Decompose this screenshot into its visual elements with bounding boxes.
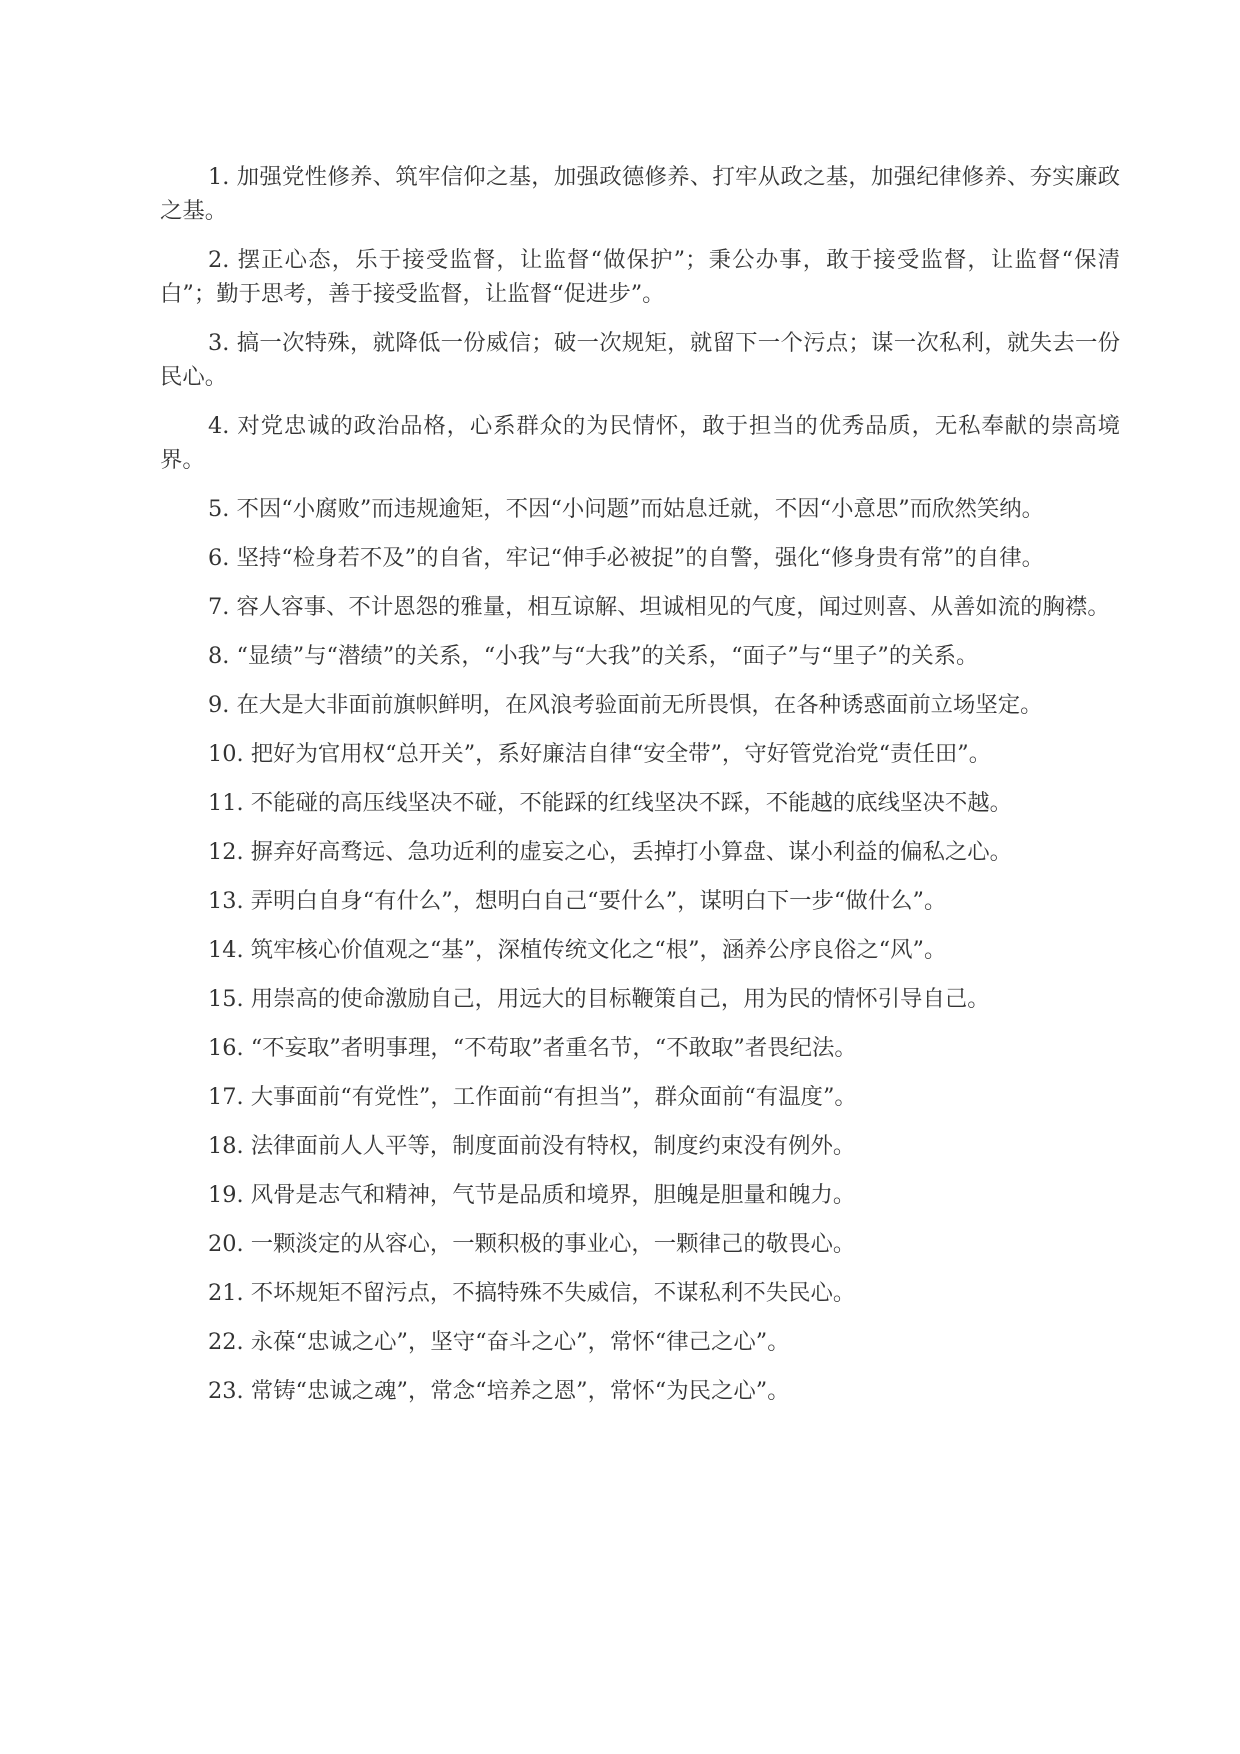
list-item: 17. 大事面前“有党性”，工作面前“有担当”，群众面前“有温度”。 (208, 1084, 857, 1110)
numbered-list (160, 160, 1120, 1423)
list-item: 12. 摒弃好高骛远、急功近利的虚妄之心，丢掉打小算盘、谋小利益的偏私之心。 (208, 839, 1013, 865)
list-item: 16. “不妄取”者明事理，“不苟取”者重名节，“不敢取”者畏纪法。 (208, 1035, 857, 1061)
list-item: 2. 摆正心态，乐于接受监督，让监督“做保护”；秉公办事，敢于接受监督，让监督“保清白”；勤于思考，善于接受监督，让监督“促进步”。 (160, 247, 1120, 307)
list-item: 11. 不能碰的高压线坚决不碰，不能踩的红线坚决不踩，不能越的底线坚决不越。 (208, 790, 1013, 816)
list-item: 14. 筑牢核心价值观之“基”，深植传统文化之“根”，涵养公序良俗之“风”。 (208, 937, 947, 963)
list-item: 18. 法律面前人人平等，制度面前没有特权，制度约束没有例外。 (208, 1133, 856, 1159)
list-item: 5. 不因“小腐败”而违规逾矩，不因“小问题”而姑息迁就，不因“小意思”而欣然笑纳。 (208, 496, 1045, 522)
list-item: 20. 一颗淡定的从容心，一颗积极的事业心，一颗律己的敬畏心。 (208, 1231, 856, 1257)
list-item: 21. 不坏规矩不留污点，不搞特殊不失威信，不谋私利不失民心。 (208, 1280, 856, 1306)
list-item: 6. 坚持“检身若不及”的自省，牢记“伸手必被捉”的自警，强化“修身贵有常”的自律。 (208, 545, 1045, 571)
list-item: 7. 容人容事、不计恩怨的雅量，相互谅解、坦诚相见的气度，闻过则喜、从善如流的胸襟。 (208, 594, 1110, 620)
list-item: 8. “显绩”与“潜绩”的关系，“小我”与“大我”的关系，“面子”与“里子”的关系。 (208, 643, 979, 669)
list-item: 1. 加强党性修养、筑牢信仰之基，加强政德修养、打牢从政之基，加强纪律修养、夯实廉政之基。 (160, 164, 1120, 224)
list-item: 23. 常铸“忠诚之魂”，常念“培养之恩”，常怀“为民之心”。 (208, 1378, 790, 1404)
list-item: 13. 弄明白自身“有什么”，想明白自己“要什么”，谋明白下一步“做什么”。 (208, 888, 947, 914)
list-item: 4. 对党忠诚的政治品格，心系群众的为民情怀，敢于担当的优秀品质，无私奉献的崇高境界。 (160, 413, 1120, 473)
list-item: 19. 风骨是志气和精神，气节是品质和境界，胆魄是胆量和魄力。 (208, 1182, 856, 1208)
list-item: 9. 在大是大非面前旗帜鲜明，在风浪考验面前无所畏惧，在各种诱惑面前立场坚定。 (208, 692, 1043, 718)
list-item: 10. 把好为官用权“总开关”，系好廉洁自律“安全带”，守好管党治党“责任田”。 (208, 741, 992, 767)
list-item: 22. 永葆“忠诚之心”，坚守“奋斗之心”，常怀“律己之心”。 (208, 1329, 790, 1355)
list-item: 15. 用崇高的使命激励自己，用远大的目标鞭策自己，用为民的情怀引导自己。 (208, 986, 990, 1012)
list-item: 3. 搞一次特殊，就降低一份威信；破一次规矩，就留下一个污点；谋一次私利，就失去一份民心。 (160, 330, 1120, 390)
